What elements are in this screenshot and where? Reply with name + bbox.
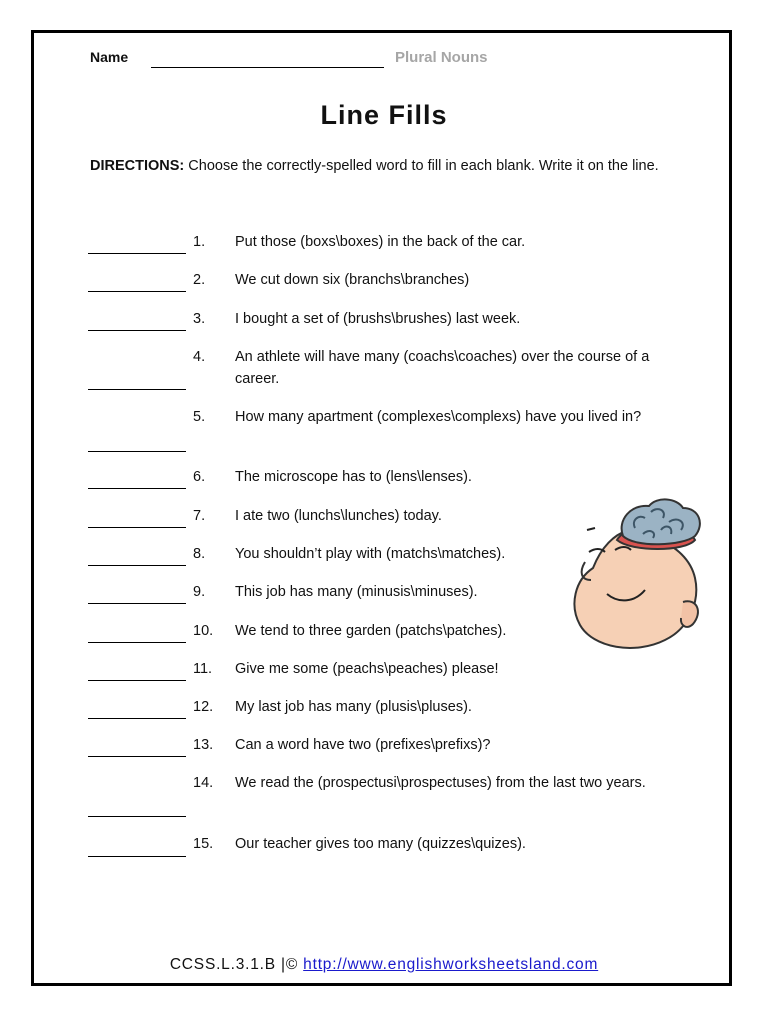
name-input-line[interactable] bbox=[151, 67, 384, 68]
question-text: I ate two (lunchs\lunches) today. bbox=[235, 508, 442, 524]
question-number: 13. bbox=[193, 737, 214, 753]
answer-blank[interactable] bbox=[88, 642, 186, 643]
question-number: 12. bbox=[193, 699, 214, 715]
directions-label: DIRECTIONS: bbox=[90, 158, 185, 174]
question-number: 8. bbox=[193, 546, 206, 562]
answer-blank[interactable] bbox=[88, 291, 186, 292]
question-text: Our teacher gives too many (quizzes\quizes). bbox=[235, 836, 526, 852]
answer-blank[interactable] bbox=[88, 451, 186, 452]
question-text: We read the (prospectusi\prospectuses) from the last two years. bbox=[235, 775, 646, 791]
directions bbox=[90, 155, 670, 177]
question-text: The microscope has to (lens\lenses). bbox=[235, 469, 472, 485]
name-label: Name bbox=[90, 49, 129, 65]
question-text: Can a word have two (prefixes\prefixs)? bbox=[235, 737, 491, 753]
question-text: This job has many (minusis\minuses). bbox=[235, 584, 478, 600]
answer-blank[interactable] bbox=[88, 253, 186, 254]
footer bbox=[0, 956, 768, 974]
question-number: 9. bbox=[193, 584, 206, 600]
answer-blank[interactable] bbox=[88, 718, 186, 719]
answer-blank[interactable] bbox=[88, 856, 186, 857]
question-text: How many apartment (complexes\complexs) have you lived in? bbox=[235, 409, 642, 425]
question-text: You shouldn’t play with (matchs\matches). bbox=[235, 546, 506, 562]
answer-blank[interactable] bbox=[88, 756, 186, 757]
question-text: An athlete will have many (coachs\coaches) over the course of a career. bbox=[235, 349, 650, 387]
question-text: My last job has many (plusis\pluses). bbox=[235, 699, 472, 715]
answer-blank[interactable] bbox=[88, 816, 186, 817]
question-text: Put those (boxs\boxes) in the back of the car. bbox=[235, 234, 526, 250]
answer-blank[interactable] bbox=[88, 389, 186, 390]
footer-code: CCSS.L.3.1.B |© bbox=[169, 956, 299, 973]
question-number: 1. bbox=[193, 234, 206, 250]
question-text: We cut down six (branchs\branches) bbox=[235, 272, 470, 288]
question-number: 6. bbox=[193, 469, 206, 485]
question-text: We tend to three garden (patchs\patches). bbox=[235, 623, 507, 639]
answer-blank[interactable] bbox=[88, 603, 186, 604]
question-number: 4. bbox=[193, 349, 206, 365]
question-text: Give me some (peachs\peaches) please! bbox=[235, 661, 499, 677]
question-number: 10. bbox=[193, 623, 214, 639]
question-number: 5. bbox=[193, 409, 206, 425]
question-number: 2. bbox=[193, 272, 206, 288]
subject-label: Plural Nouns bbox=[395, 49, 488, 66]
directions-text: Choose the correctly-spelled word to fill in each blank. Write it on the line. bbox=[188, 158, 659, 174]
question-number: 14. bbox=[193, 775, 214, 791]
question-number: 3. bbox=[193, 311, 206, 327]
answer-blank[interactable] bbox=[88, 565, 186, 566]
thinking-head-brain-icon bbox=[565, 490, 705, 655]
page-title: Line Fills bbox=[320, 100, 448, 130]
question-number: 11. bbox=[193, 661, 213, 677]
answer-blank[interactable] bbox=[88, 330, 186, 331]
question-number: 15. bbox=[193, 836, 214, 852]
answer-blank[interactable] bbox=[88, 488, 186, 489]
question-text: I bought a set of (brushs\brushes) last week. bbox=[235, 311, 521, 327]
question-number: 7. bbox=[193, 508, 206, 524]
footer-link[interactable]: http://www.englishworksheetsland.com bbox=[303, 956, 599, 973]
answer-blank[interactable] bbox=[88, 680, 186, 681]
answer-blank[interactable] bbox=[88, 527, 186, 528]
